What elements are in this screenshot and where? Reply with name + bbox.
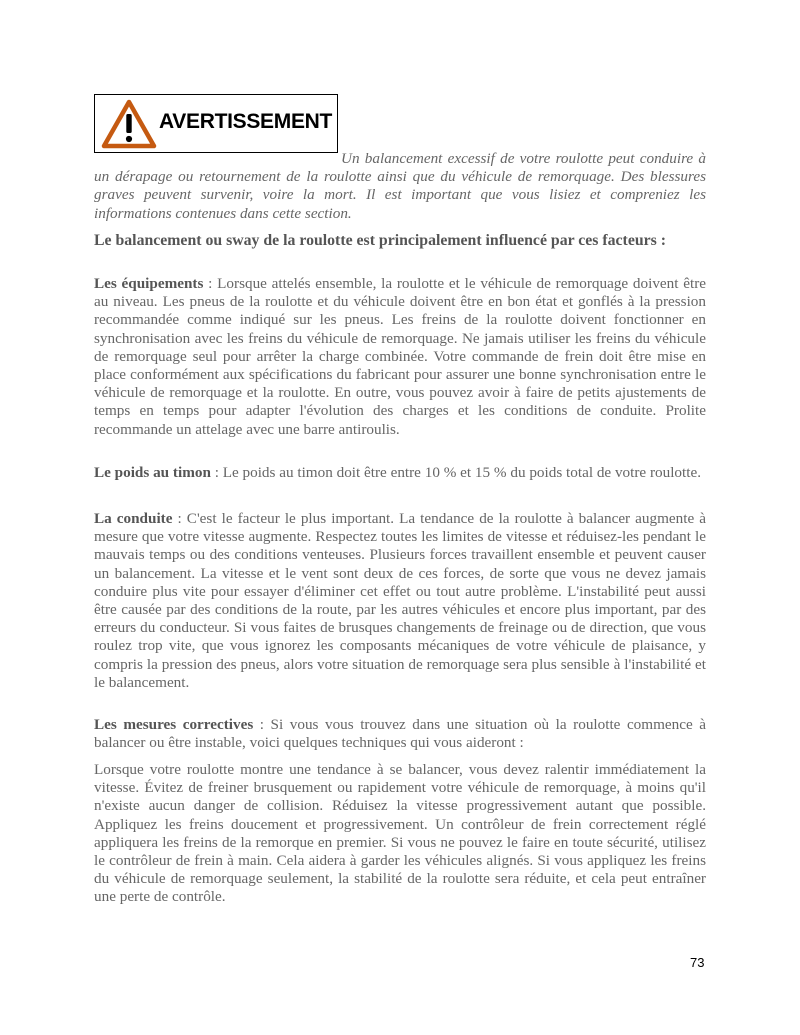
- paragraph-text: : Le poids au timon doit être entre 10 % et 15 % du poids total de votre roulotte.: [210, 464, 701, 481]
- paragraph-text: : C'est le facteur le plus important. La tendance de la roulotte à balancer augmente à mesure que votre vitesse augmente. Respectez toutes les limites de vitesse et réduisez-les pendant le mauvais temps ou des conditions venteuses. Plusieurs forces travaillent ensemble et peuvent causer un balancement. La vitesse et le vent sont deux de ces forces, de sorte que vous ne devez jamais conduire plus vite pour essayer d'éliminer cet effet ou tout autre problème. L'instabilité peut aussi être causée par des conditions de la route, par les autres véhicules et encore plus important, par des erreurs du conducteur. Si vous faites de brusques changements de freinage ou de direction, que vous roulez trop vite, que vous ignorez les composants mécaniques de votre véhicule de plaisance, y compris la pression des pneus, alors votre situation de remorquage sera plus sensible à l'instabilité et le balancement.: [94, 510, 706, 691]
- warning-banner: [94, 94, 338, 153]
- paragraph-closing: Lorsque votre roulotte montre une tendance à se balancer, vous devez ralentir immédiatement la vitesse. Évitez de freiner brusquement ou rapidement votre véhicule de remorquage, à moins qu'il n'existe aucun danger de collision. Réduisez la vitesse progressivement autant que possible. Appliquez les freins doucement et progressivement. Un contrôleur de frein correctement réglé appliquera les freins de la remorque en premier. Si vous ne pouvez le faire en toute sécurité, utilisez le contrôleur de frein à main. Cela aidera à garder les véhicules alignés. Si vous appliquez les freins du véhicule de remorquage seulement, la stabilité de la roulotte sera réduite, et cela peut entraîner une perte de contrôle.: [94, 761, 706, 906]
- warning-triangle-icon: [101, 99, 157, 149]
- warning-intro: Un balancement excessif de votre roulotte peut conduire à un dérapage ou retournement de la roulotte ainsi que du véhicule de remorquage. Des blessures graves peuvent survenir, voire la mort. Il est important que vous lisiez et compreniez les informations contenues dans cette section.: [94, 150, 706, 222]
- paragraph-lead: Les équipements: [94, 275, 204, 292]
- paragraph-text: : Si vous vous trouvez dans une situation où la roulotte commence à balancer ou être instable, voici quelques techniques qui vous aideront :: [94, 716, 706, 752]
- paragraph-tongue-weight: [94, 464, 706, 482]
- factors-heading: Le balancement ou sway de la roulotte est principalement influencé par ces facteurs :: [94, 232, 666, 249]
- page-number: 73: [690, 955, 705, 970]
- paragraph-lead: Le poids au timon: [94, 464, 211, 481]
- paragraph-lead: Les mesures correctives: [94, 716, 254, 733]
- paragraph-driving: [94, 510, 706, 692]
- warning-label: AVERTISSEMENT: [159, 110, 333, 133]
- paragraph-corrective: [94, 716, 706, 752]
- paragraph-lead: La conduite: [94, 510, 173, 527]
- paragraph-text: : Lorsque attelés ensemble, la roulotte et le véhicule de remorquage doivent être au niveau. Les pneus de la roulotte et du véhicule doivent être en bon état et gonflés à la pression recommandée comme indiqué sur les pneus. Les freins de la roulotte doivent fonctionner en synchronisation avec les freins du véhicule de remorquage. Ne jamais utiliser les freins du véhicule de remorquage seul pour arrêter la charge combinée. Votre commande de frein doit être mise en place conformément aux spécifications du fabricant pour assurer une bonne synchronisation entre le véhicule de remorquage et la roulotte. En outre, vous pouvez avoir à faire de petits ajustements de temps en temps pour adapter l'évolution des charges et les conditions de conduite. Prolite recommande un attelage avec une barre antiroulis.: [94, 275, 706, 438]
- paragraph-equipment: [94, 275, 706, 439]
